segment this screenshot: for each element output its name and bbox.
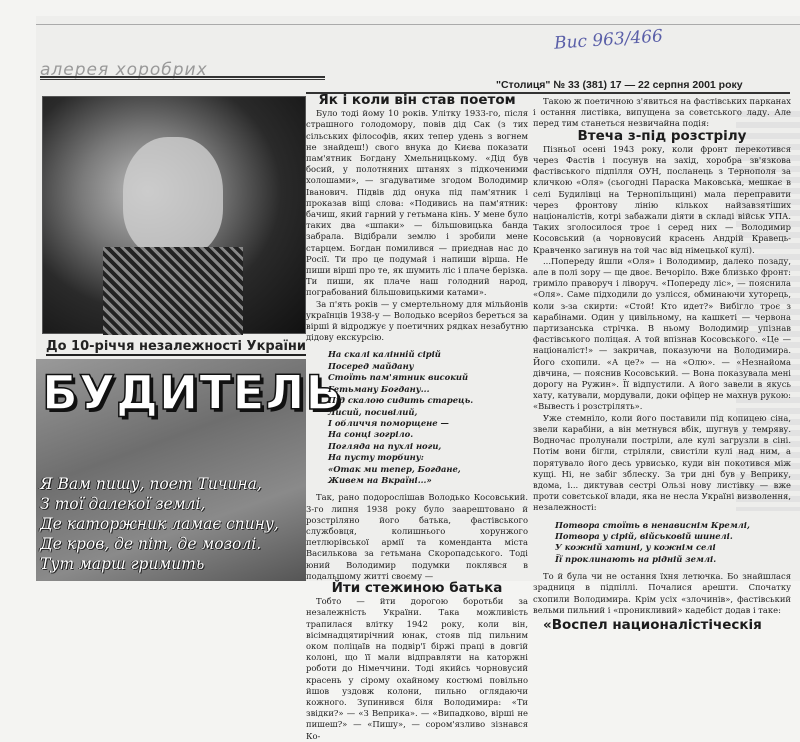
portrait-photo (42, 96, 306, 334)
paragraph: Уже стемніло, коли його поставили під копицею сіна, звели карабіни, а він метнувся вбік, шугнув у темряву. Водночас пролунали постріли, але кулі загрузли в сіні. Потім вони бігли, стріляли, свистіли кулі над ним, а порятувало його десь урвисько, куди він покотився між кущі. Ні, не забіг зблеску. За три дні був у Веприку, вдома, і... диктував сестрі Ользі нову листівку — вже проти совєтської влади, яка не несла Україні визволення, незалежності: (533, 412, 791, 513)
photo-caption: До 10-річчя незалежності України (46, 339, 307, 354)
rubric-rule (40, 76, 325, 80)
paragraph: Було тоді йому 10 років. Улітку 1933-го, після страшного голодомору, повів дід Сак (з тих сільських філософів, яких тепер удень з вогнем не знайдеш!) свого внука до Києва показати пам'ятник Богдану Хмельницькому. «Дід був босий, у полотняних штанях з підкоченими холошами», — згадуватиме згодом Володимир Іванович. Підвів дід онука під пам'ятник і проказав віщі слова: «Подивись на пам'ятник: бачиш, який гарний у гетьмана кінь. У мене було таких два «шпаки» — більшовицька банда забрала. Відібрали землю і зробили мене старцем. Богдан помилився — приєднав нас до Росії. Ти про це подумай і напиши вірша. Не пиши віршi про те, як шумить ліс і плаче берізка. Ти пиши, як плаче наш голодний народ, пограбований більшовицькими катами». (306, 108, 528, 298)
verse-line: На сонці зогріло. (328, 429, 414, 440)
poem-line: Я Вам пишу, поет Тичина, (40, 475, 262, 493)
overlay-poem (40, 474, 279, 574)
handwritten-catalog-stamp: Вис 963/466 (553, 26, 664, 54)
verse-line: У кожній хатині, у кожнім селі (555, 542, 716, 553)
poem-line: З тої далекої землі, (40, 495, 206, 513)
verse-line: Потвора у сірій, військовій шинелі. (555, 530, 733, 541)
poem-line: Де кров, де піт, де мозолі. (40, 535, 262, 553)
verse-line: Потвора стоїть в ненависнім Кремлі, (555, 519, 750, 530)
paragraph: Такою ж поетичною з'явиться на фастівських парканах і остання листівка, випущена за совєтського ладу. Але перед тим станеться незвичайна подія: (533, 96, 791, 129)
verse-line: На пусту торбину: (328, 452, 424, 463)
paragraph: То й була чи не остання їхня летючка. Бо знайшлася зрадниця в підпіллі. Почалися арешти. Спочатку схопили Володимира. Крім усіх «злочинів», фастівський вельми пильний і «проникливий» кадебіст додав і таке: (533, 571, 791, 615)
verse-line: І обличчя поморщене — (328, 417, 449, 428)
subheading: Як і коли він став поетом (318, 92, 516, 108)
verse-line: Стоїть пам'ятник високий (328, 372, 469, 383)
verse-line: Погляда на пухлі ноги, (328, 440, 442, 451)
article-column-1 (306, 94, 528, 742)
verse (328, 349, 528, 486)
paragraph: Тобто — йти дорогою боротьби за незалежність України. Така можливість трапилася влітку 1942 року, коли він, вісімнадцятирічний юнак, стояв під пильним оком поліцаїв на подвір'ї біржі праці в довгій колоні, що її мали відправляти на каторжні роботи до Німеччини. Тоді якийсь чорновусий красень у сірому охайному костюмі повільно йшов уздовж колони, пильно оглядаючи кожного. Зупинився біля Володимира: «Ти звідки?» — «З Веприка». — «Випадково, вірші не пишеш?» — «Пишу», — сором'язливо зізнався Ко- (306, 596, 528, 741)
verse-line: Гетьману Богдану... (328, 383, 430, 394)
subheading: «Воспел националістіческія (543, 616, 762, 633)
newspaper-page (36, 16, 800, 741)
verse-line: Її проклинають на рідній землі. (555, 553, 717, 564)
paragraph: Так, рано подорослішав Володько Косовський. 3-го липня 1938 року було заарештовано й розстріляно його батька, фастівського службовця, колишнього хорунжого петлюрівської армії та коменданта міста Василькова за гетьмана Скоропадського. Тоді юний Володимир подумки поклявся в подальшому житті своєму — (306, 492, 528, 581)
headline: БУДИТЕЛЬ (42, 366, 343, 421)
section-rubric: алерея хоробрих (40, 60, 208, 80)
paragraph: Пізньої осені 1943 року, коли фронт перекотився через Фастів і посунув на захід, хоробра зв'язкова фастівського підпілля ОУН, посланець з Тернополя за кличкою «Оля» (сьогодні Параска Маковська, мешкає в селі Будилівці на Тернопільщині) мала переправити через фронтову лінію кількох найзавзятіших націоналістів, котрі забажали діяти в складі військ УПА. Таких зголосилося троє і серед них — Володимир Косовський (а чорновусий красень Андрій Кравець-Кравченко загинув на той час від німецької кулі). (533, 143, 791, 255)
paragraph: За п'ять років — у смертельному для мільйонів українців 1938-у — Володько всерйоз береться за вірші й відроджує у поетичних рядках незабутню дідову екскурсію. (306, 298, 528, 343)
subheading: Йти стежиною батька (331, 579, 503, 596)
verse-line: Посеред майдану (328, 360, 414, 371)
issue-line: "Столиця" № 33 (381) 17 — 22 серпня 2001 року (496, 79, 743, 91)
verse-line: Живем на Вкраїні...» (328, 474, 432, 485)
poem-line: Де каторжник ламає спину, (40, 515, 279, 533)
verse-line: На скалі каліннiй сірій (328, 349, 441, 360)
paragraph: ...Попереду йшли «Оля» і Володимир, далеко позаду, але в полі зору — ще двоє. Вечоріло. Вже близько фронт: гриміло праворуч і ліворуч. «Попереду ліс», — пояснила «Оля». Саме підходили до узлісся, обминаючи хуторець, коли з-за скирти: «Стой! Кто идет?» Вибігло троє з карабінами. Один у цивільному, на кашкеті — червона партизанська стрічка. В ньому Володимир упізнав фастівського поліцая. А той впізнав Косовського. «Це — націоналіст!» — закричав, показуючи на Володимира. Його схопили. «А це?» — на «Олю». — «Незнайома дівчина, — пояснив Косовський. — Вона показувала мені дорогу на Ружин». Її відпустили. А його завели в якусь хату, катували, мордували, доки офіцер не махнув рукою: «Вывесть і розстрілять». (533, 255, 791, 412)
verse (555, 520, 791, 566)
poem-line: Тут марш гримить (40, 555, 205, 573)
verse-line: Лисий, посивілий, (328, 406, 418, 417)
verse-line: «Отак ми тепер, Богдане, (328, 463, 461, 474)
verse-line: Під скалою сидить старець. (328, 395, 474, 406)
subheading: Втеча з-під розстрілу (577, 127, 747, 144)
divider (36, 24, 800, 25)
article-column-2 (533, 96, 791, 631)
